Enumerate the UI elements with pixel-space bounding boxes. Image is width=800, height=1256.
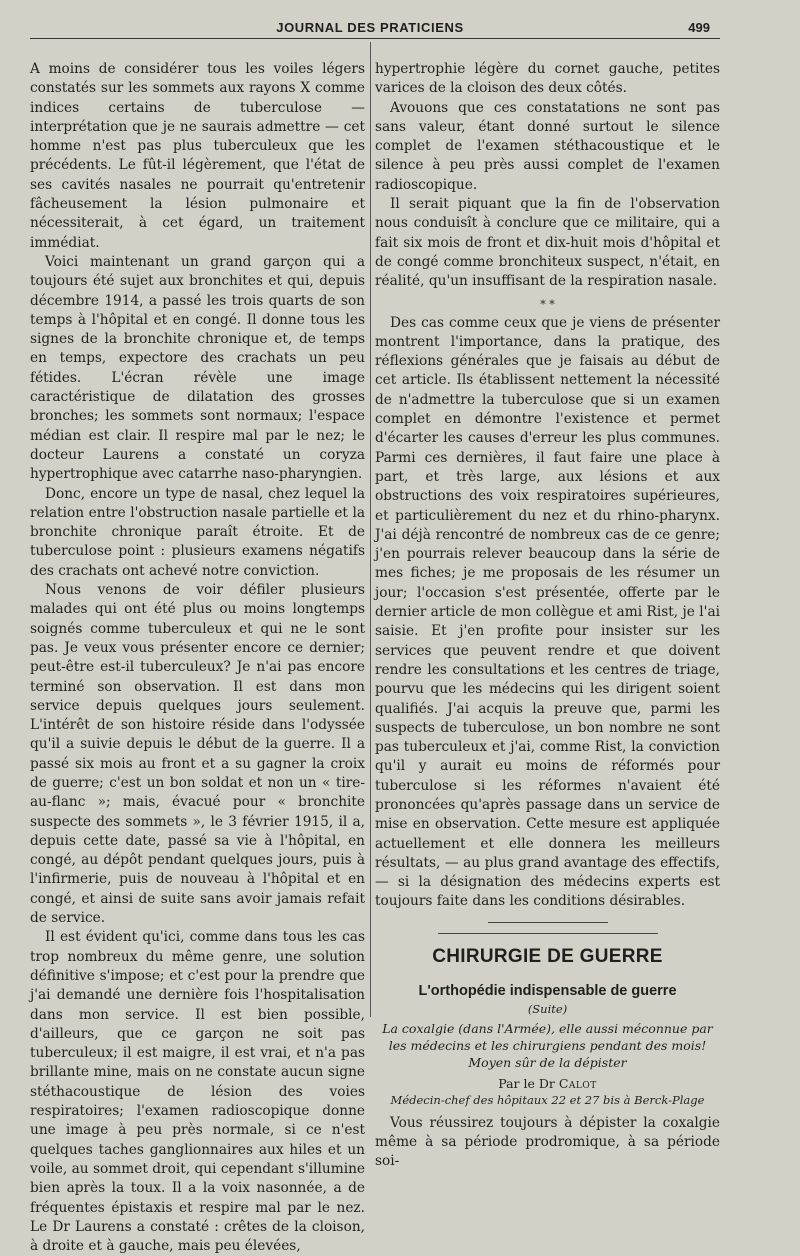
byline-author: Calot bbox=[558, 1075, 597, 1091]
header-rule bbox=[30, 38, 720, 39]
column-divider bbox=[370, 42, 371, 1017]
paragraph: Des cas comme ceux que je viens de présenter montrent l'importance, dans la pratique, des réflexions générales que je faisais au début de cet article. Ils établissent nettement la nécessité de n'admettre la tuberculose que si un examen complet en démontre l'existence et permet d'écarter les causes d'erreur les plus communes. Parmi ces dernières, il faut faire une place à part, et très large, aux lésions et aux obstructions des voix respiratoires supérieures, et particulièrement du nez et du rhino-pharynx. J'ai déjà rencontré de nombreux cas de ce genre; j'en pourrais relever beaucoup dans la série de mes fiches; je me proposais de les résumer un jour; l'occasion s'est présentée, offerte par le dernier article de mon collègue et ami Rist, je l'ai saisie. Et j'en profite pour insister sur les services que peuvent rendre et que doivent rendre les consultations et les centres de triage, pourvu que les médecins qui les dirigent soient qualifiés. J'ai acquis la preuve que, parmi les suspects de tuberculose, un bon nombre ne sont pas tuberculeux et j'ai, comme Rist, la conviction qu'il y aurait eu moins de réformés pour tuberculose si les réformes n'avaient été prononcées qu'après passage dans un service de mise en observation. Cette mesure est appliquée actuellement et elle donnera les meilleurs résultats, — au plus grand avantage des effectifs, — si la désignation des médecins experts est toujours faite dans les conditions désirables. bbox=[375, 314, 720, 910]
page-header bbox=[30, 10, 710, 40]
left-column bbox=[30, 60, 365, 1256]
paragraph: Il est évident qu'ici, comme dans tous les cas trop nombreux du même genre, une solution définitive s'impose; et c'est pour la prendre que j'ai demandé une dernière fois l'hospitalisation dans mon service. Il est bien possible, d'ailleurs, que ce garçon ne soit pas tuberculeux; il est maigre, il est vrai, et n'a pas brillante mine, mais on ne constate aucun signe stéthacoustique de lésion des voies respiratoires; l'examen radioscopique donne une image à peu près normale, si ce n'est quelques taches ganglionnaires aux hiles et un voile, au sommet droit, qui cependant s'illumine bien après la toux. Il a la voix nasonnée, a de fréquentes épistaxis et respire mal par le nez. Le Dr Laurens a constaté : crêtes de la cloison, à droite et à gauche, mais peu élevées, bbox=[30, 929, 365, 1255]
section-separator: * * bbox=[540, 297, 555, 311]
paragraph: Nous venons de voir défiler plusieurs malades qui ont été plus ou moins longtemps soignés comme tuberculeux et qui ne le sont pas. Je veux vous présenter encore ce dernier; peut-être est-il tuberculeux? Je n'ai pas encore terminé son observation. Il est dans mon service depuis quelques jours seulement. L'intérêt de son histoire réside dans l'odyssée qu'il a suivie depuis le début de la guerre. Il a passé six mois au front et a su gagner la croix de guerre; c'est un bon soldat et non un « tire-au-flanc »; mais, évacué pour « bronchite suspecte des sommets », le 3 février 1915, il a, depuis cette date, passé sa vie à l'hôpital, en congé, au dépôt pendant quelques jours, puis à l'infirmerie, puis de nouveau à l'hôpital et en congé, et ainsi de suite sans avoir jamais refait de service. bbox=[30, 582, 365, 927]
paragraph: Donc, encore un type de nasal, chez lequel la relation entre l'obstruction nasale partielle et la bronchite chronique paraît étroite. Et de tuberculose point : plusieurs examens négatifs des crachats ont achevé notre conviction. bbox=[30, 485, 365, 579]
section-rule bbox=[488, 922, 608, 923]
page-number: 499 bbox=[688, 20, 710, 35]
article-lede: La coxalgie (dans l'Armée), elle aussi méconnue par les médecins et les chirurgiens pendant des mois! Moyen sûr de la dépister bbox=[382, 1020, 713, 1070]
author-affiliation: Médecin-chef des hôpitaux 22 et 27 bis à Berck-Plage bbox=[390, 1092, 705, 1107]
byline bbox=[375, 1075, 720, 1092]
paragraph-continuation: hypertrophie légère du cornet gauche, petites varices de la cloison des deux côtés. bbox=[375, 61, 720, 97]
section-rule bbox=[438, 933, 658, 934]
article-title: L'orthopédie indispensable de guerre bbox=[418, 982, 677, 999]
paragraph: Voici maintenant un grand garçon qui a toujours été sujet aux bronchites et qui, depuis décembre 1914, a passé les trois quarts de son temps à l'hôpital et en congé. Il donne tous les signes de la bronchite chronique et, de temps en temps, expectore des crachats un peu fétides. L'écran révèle une image caractéristique de dilatation des grosses bronches; les sommets sont normaux; l'espace médian est clair. Il respire mal par le nez; le docteur Laurens a constaté un coryza hypertrophique avec catarrhe naso-pharyngien. bbox=[30, 253, 365, 483]
byline-prefix: Par le Dr bbox=[498, 1075, 555, 1091]
right-column bbox=[375, 60, 720, 1172]
paragraph: Avouons que ces constatations ne sont pas sans valeur, étant donné surtout le silence complet de l'examen stéthacoustique et le silence à peu près aussi complet de l'examen radioscopique. bbox=[375, 99, 720, 193]
section-title: CHIRURGIE DE GUERRE bbox=[432, 945, 663, 967]
article-suite: (Suite) bbox=[527, 1001, 568, 1016]
paragraph: A moins de considérer tous les voiles légers constatés sur les sommets aux rayons X comme indices certains de tuberculose — interprétation que je ne saurais admettre — cet homme n'est pas plus tuberculeux que les précédents. Le fût-il légèrement, que l'état de ses cavités nasales ne pourrait qu'entretenir fâcheusement la lésion pulmonaire et nécessiterait, à cet égard, un traitement immédiat. bbox=[30, 61, 365, 251]
paragraph: Il serait piquant que la fin de l'observation nous conduisît à conclure que ce militaire, qui a fait six mois de front et dix-huit mois d'hôpital et de congé comme bronchiteux suspect, n'était, en réalité, qu'un insuffisant de la respiration nasale. bbox=[375, 196, 720, 290]
paragraph: Vous réussirez toujours à dépister la coxalgie même à sa période prodromique, à sa période soi- bbox=[375, 1114, 720, 1170]
journal-title: JOURNAL DES PRATICIENS bbox=[276, 20, 464, 35]
